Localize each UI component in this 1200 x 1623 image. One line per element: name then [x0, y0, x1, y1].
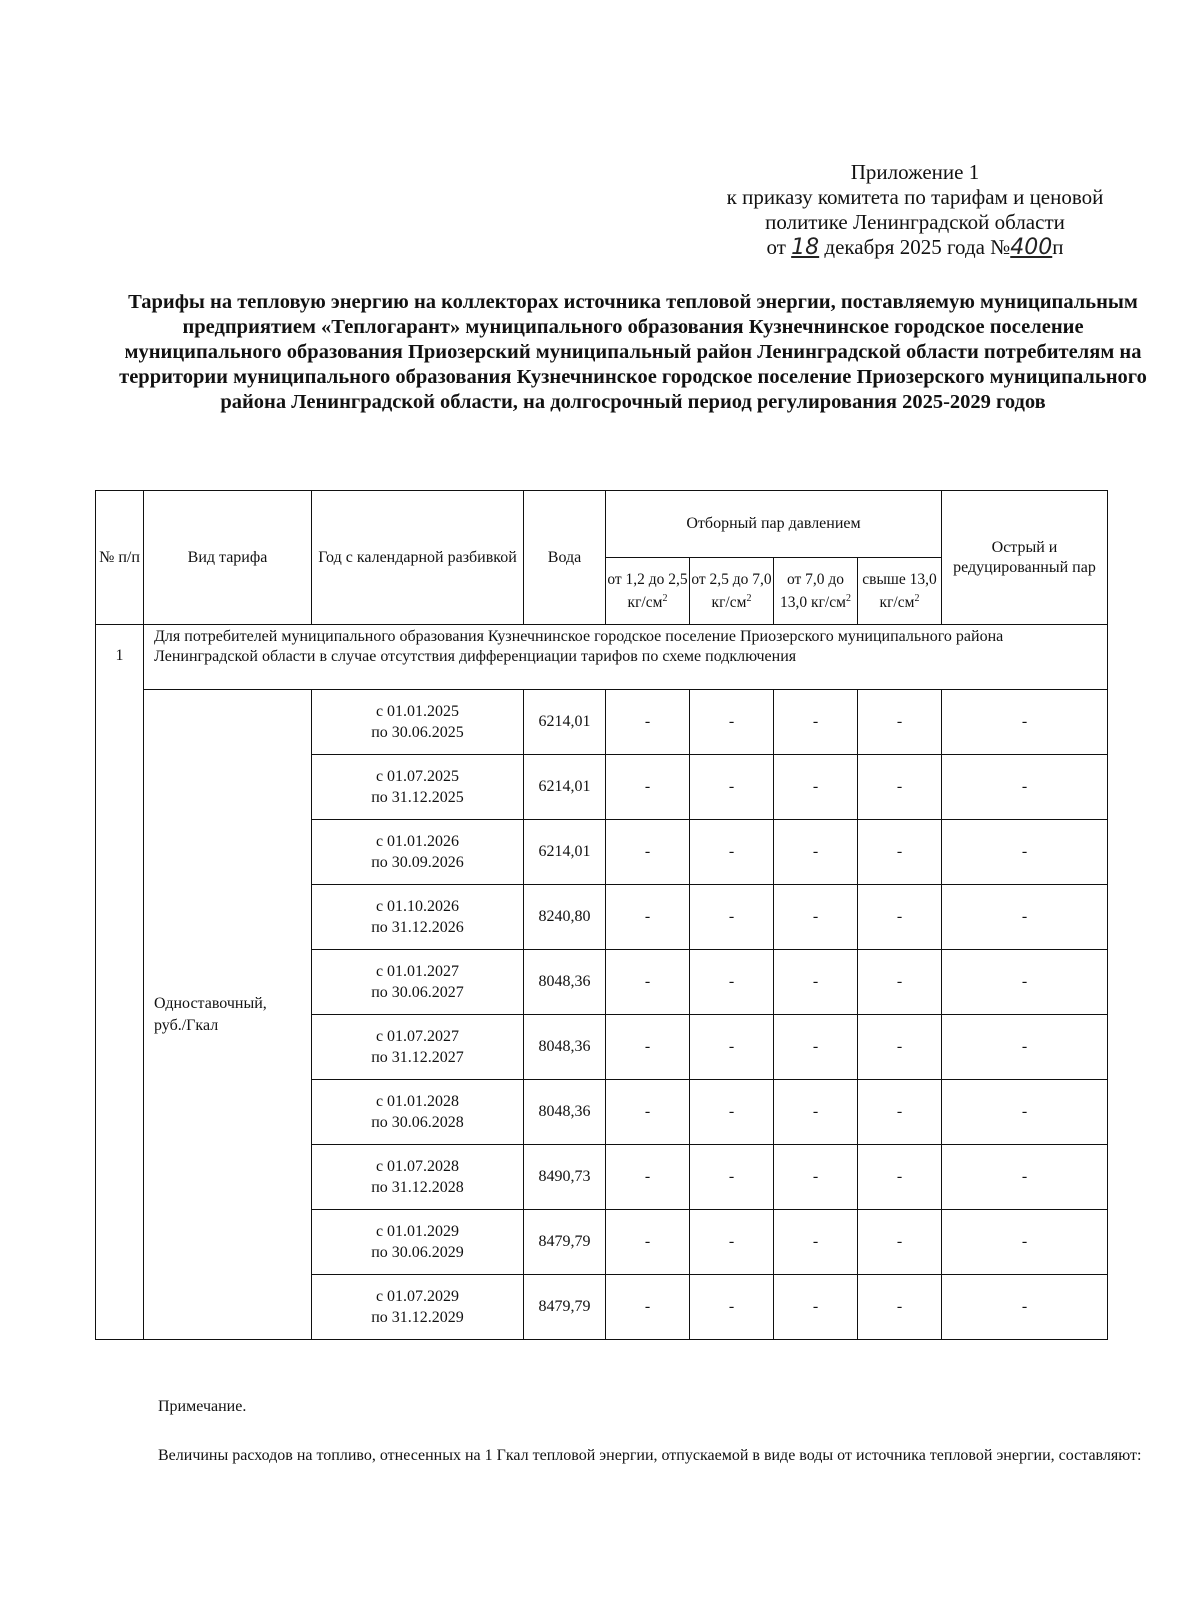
steam-2-value: -: [690, 1080, 774, 1145]
sharp-steam-value: -: [942, 755, 1108, 820]
header-sharp-steam: Острый и редуцированный пар: [942, 491, 1108, 625]
steam-3-value: -: [774, 1210, 858, 1275]
steam-2-value: -: [690, 755, 774, 820]
header-steam-1: от 1,2 до 2,5 $кг/см^2$: [606, 558, 690, 625]
water-value: 6214,01: [524, 755, 606, 820]
date-prefix: от: [766, 235, 786, 259]
section-description: Для потребителей муниципального образования Кузнечнинское городское поселение Приозерского муниципального района Ленинградской области в случае отсутствия дифференциации тарифов по схеме подключения: [144, 625, 1108, 690]
steam-2-value: -: [690, 690, 774, 755]
steam-4-value: -: [858, 1145, 942, 1210]
period-cell: с 01.01.2025 по 30.06.2025: [312, 690, 524, 755]
sharp-steam-value: -: [942, 820, 1108, 885]
steam-3-value: -: [774, 1015, 858, 1080]
steam-1-value: -: [606, 1080, 690, 1145]
handwritten-order-number: 400: [1010, 235, 1053, 260]
water-value: 6214,01: [524, 690, 606, 755]
water-value: 8240,80: [524, 885, 606, 950]
steam-1-value: -: [606, 1210, 690, 1275]
header-steam-3: от 7,0 до 13,0 $кг/см^2$: [774, 558, 858, 625]
note-text: Величины расходов на топливо, отнесенных на 1 Гкал тепловой энергии, отпускаемой в виде воды от источника тепловой энергии, составляют:: [158, 1447, 1142, 1464]
water-value: 6214,01: [524, 820, 606, 885]
period-cell: с 01.01.2028 по 30.06.2028: [312, 1080, 524, 1145]
sharp-steam-value: -: [942, 950, 1108, 1015]
period-cell: с 01.07.2029 по 31.12.2029: [312, 1275, 524, 1340]
sharp-steam-value: -: [942, 1080, 1108, 1145]
header-year: Год с календарной разбивкой: [312, 491, 524, 625]
steam-1-value: -: [606, 1275, 690, 1340]
steam-2-value: -: [690, 950, 774, 1015]
sharp-steam-value: -: [942, 690, 1108, 755]
period-cell: с 01.10.2026 по 31.12.2026: [312, 885, 524, 950]
period-cell: с 01.01.2026 по 30.09.2026: [312, 820, 524, 885]
sharp-steam-value: -: [942, 1015, 1108, 1080]
steam-1-value: -: [606, 1145, 690, 1210]
steam-2-value: -: [690, 885, 774, 950]
water-value: 8490,73: [524, 1145, 606, 1210]
period-cell: с 01.01.2029 по 30.06.2029: [312, 1210, 524, 1275]
order-suffix: п: [1052, 235, 1064, 259]
steam-3-value: -: [774, 1275, 858, 1340]
steam-3-value: -: [774, 690, 858, 755]
steam-2-value: -: [690, 1145, 774, 1210]
water-value: 8048,36: [524, 1080, 606, 1145]
steam-3-value: -: [774, 1145, 858, 1210]
steam-4-value: -: [858, 1210, 942, 1275]
steam-3-value: -: [774, 1080, 858, 1145]
steam-4-value: -: [858, 950, 942, 1015]
steam-4-value: -: [858, 1080, 942, 1145]
sharp-steam-value: -: [942, 1275, 1108, 1340]
steam-3-value: -: [774, 755, 858, 820]
sharp-steam-value: -: [942, 885, 1108, 950]
steam-2-value: -: [690, 1210, 774, 1275]
period-cell: с 01.07.2028 по 31.12.2028: [312, 1145, 524, 1210]
steam-3-value: -: [774, 820, 858, 885]
appendix-date-line: [680, 235, 1150, 260]
appendix-line-2: к приказу комитета по тарифам и ценовой: [726, 185, 1104, 209]
steam-1-value: -: [606, 1015, 690, 1080]
document-title: Тарифы на тепловую энергию на коллекторах источника тепловой энергии, поставляемую муниципальным предприятием «Теплогарант» муниципального образования Кузнечнинское городское поселение муниципального образования Приозерский муниципальный район Ленинградской области потребителям на территории муниципального образования Кузнечнинское городское поселение Приозерского муниципального района Ленинградской области, на долгосрочный период регулирования 2025-2029 годов: [119, 291, 1147, 413]
appendix-line-3: политике Ленинградской области: [765, 210, 1065, 234]
period-cell: с 01.07.2025 по 31.12.2025: [312, 755, 524, 820]
sharp-steam-value: -: [942, 1210, 1108, 1275]
steam-4-value: -: [858, 1015, 942, 1080]
period-cell: с 01.07.2027 по 31.12.2027: [312, 1015, 524, 1080]
header-water: Вода: [524, 491, 606, 625]
section-number: 1: [96, 625, 144, 1340]
water-value: 8048,36: [524, 950, 606, 1015]
steam-3-value: -: [774, 885, 858, 950]
steam-4-value: -: [858, 1275, 942, 1340]
header-steam-group: Отборный пар давлением: [606, 491, 942, 558]
header-num: № п/п: [96, 491, 144, 625]
header-steam-2: от 2,5 до 7,0 $кг/см^2$: [690, 558, 774, 625]
date-rest: декабря 2025 года №: [824, 235, 1011, 259]
steam-4-value: -: [858, 755, 942, 820]
steam-1-value: -: [606, 950, 690, 1015]
tariff-kind: Одноставочный, руб./Гкал: [144, 690, 312, 1340]
steam-2-value: -: [690, 820, 774, 885]
steam-4-value: -: [858, 690, 942, 755]
steam-4-value: -: [858, 885, 942, 950]
note-title: Примечание.: [158, 1398, 247, 1415]
tariff-table: [95, 490, 1108, 1340]
header-steam-4: свыше 13,0 $кг/см^2$: [858, 558, 942, 625]
water-value: 8048,36: [524, 1015, 606, 1080]
steam-1-value: -: [606, 885, 690, 950]
handwritten-day: 18: [791, 235, 820, 260]
steam-1-value: -: [606, 820, 690, 885]
steam-1-value: -: [606, 755, 690, 820]
sharp-steam-value: -: [942, 1145, 1108, 1210]
steam-4-value: -: [858, 820, 942, 885]
appendix-line-1: Приложение 1: [850, 160, 980, 184]
appendix-header: [680, 160, 1150, 260]
header-kind: Вид тарифа: [144, 491, 312, 625]
steam-3-value: -: [774, 950, 858, 1015]
steam-1-value: -: [606, 690, 690, 755]
water-value: 8479,79: [524, 1210, 606, 1275]
water-value: 8479,79: [524, 1275, 606, 1340]
period-cell: с 01.01.2027 по 30.06.2027: [312, 950, 524, 1015]
steam-2-value: -: [690, 1015, 774, 1080]
steam-2-value: -: [690, 1275, 774, 1340]
